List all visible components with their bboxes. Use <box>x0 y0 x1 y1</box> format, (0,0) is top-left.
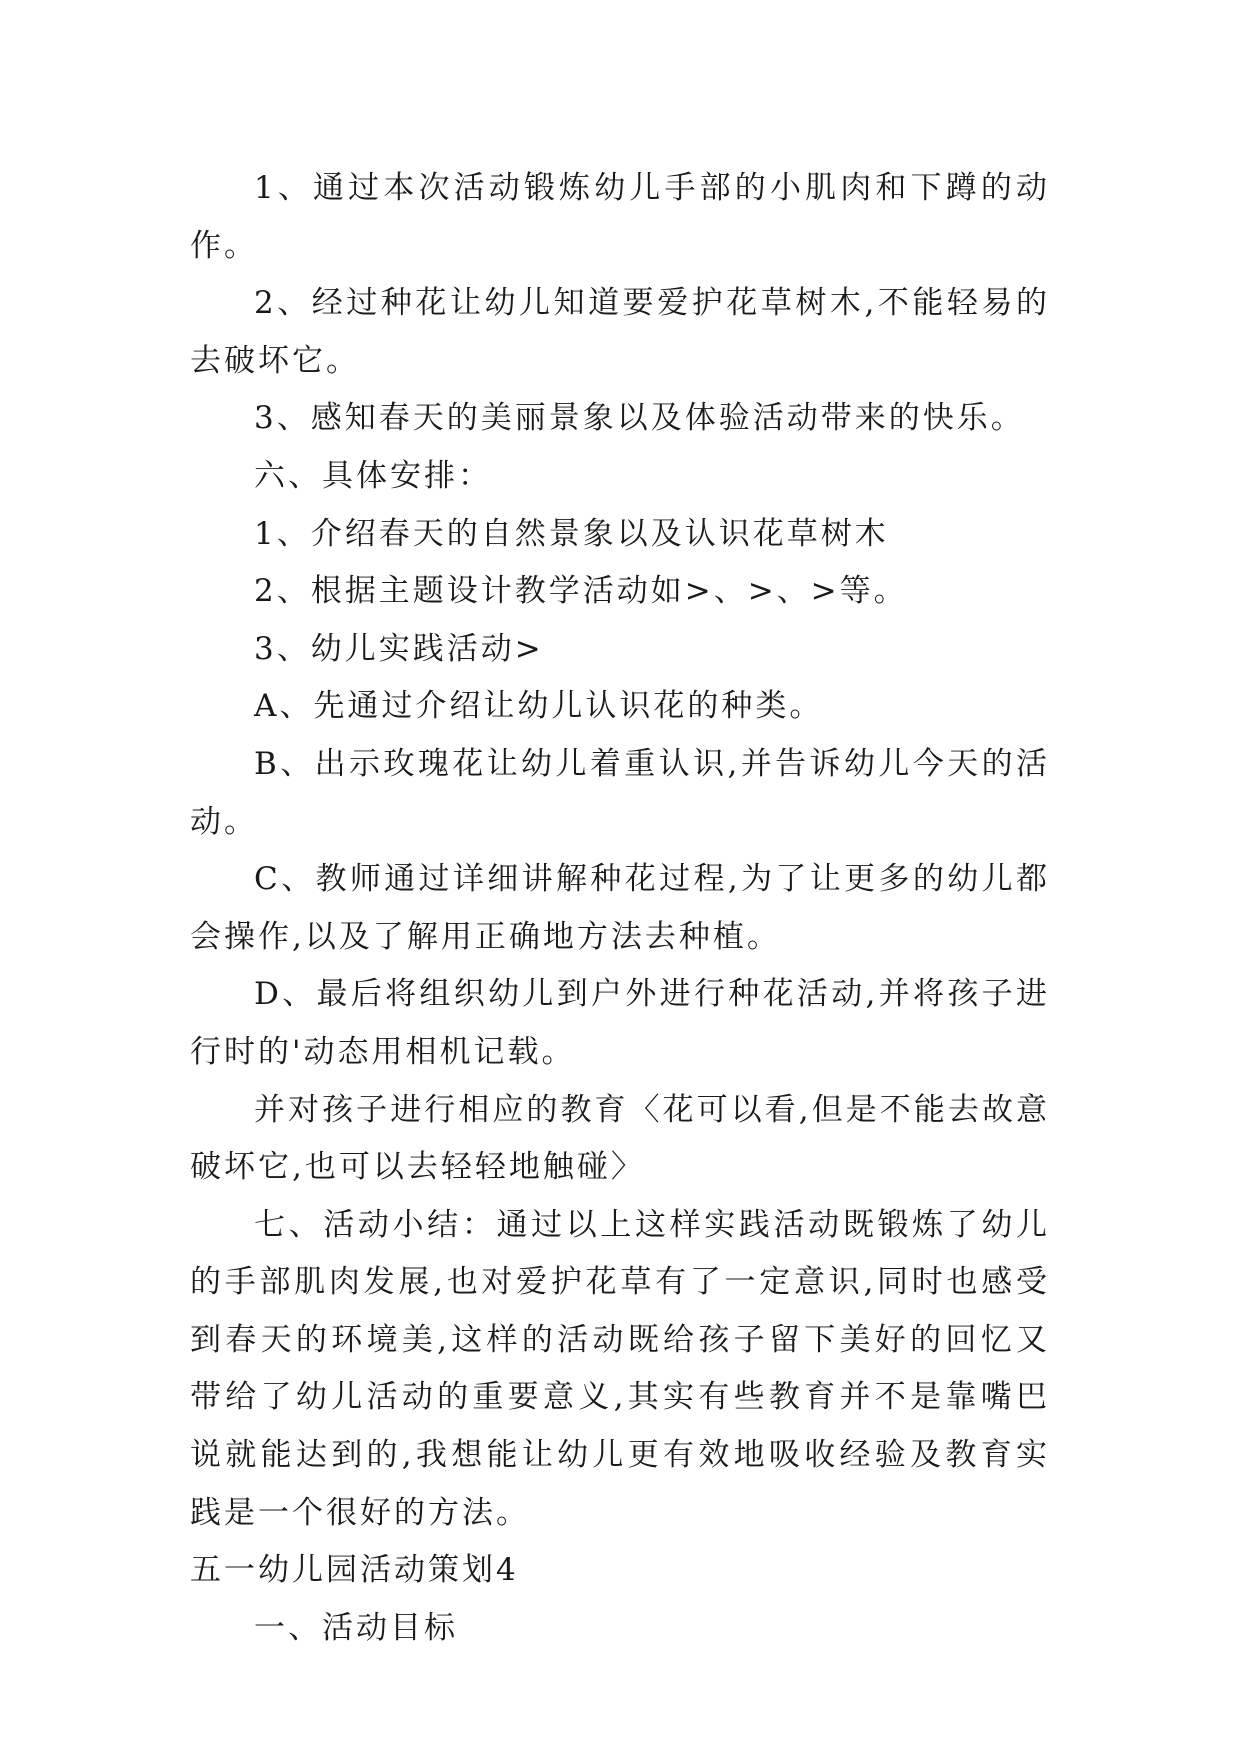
paragraph-5: 2、根据主题设计教学活动如>、>、>等。 <box>254 573 908 610</box>
document-body <box>190 160 1050 1657</box>
section-heading-schedule: 六、具体安排： <box>254 457 492 494</box>
paragraph-11: 并对孩子进行相应的教育〈花可以看,但是不能去故意破坏它,也可以去轻轻地触碰〉 <box>190 1091 1050 1186</box>
subheading-goals: 一、活动目标 <box>254 1609 458 1646</box>
section-title: 五一幼儿园活动策划4 <box>190 1552 519 1589</box>
paragraph-9: C、教师通过详细讲解种花过程,为了让更多的幼儿都会操作,以及了解用正确地方法去种植。 <box>190 861 1050 955</box>
paragraph-7: A、先通过介绍让幼儿认识花的种类。 <box>254 688 824 725</box>
paragraph-3: 3、感知春天的美丽景象以及体验活动带来的快乐。 <box>254 400 1025 437</box>
paragraph-10: D、最后将组织幼儿到户外进行种花活动,并将孩子进行时的'动态用相机记载。 <box>190 976 1050 1070</box>
paragraph-6: 3、幼儿实践活动> <box>254 630 544 667</box>
paragraph-2: 2、经过种花让幼儿知道要爱护花草树木,不能轻易的去破坏它。 <box>190 285 1050 379</box>
section-summary: 七、活动小结：通过以上这样实践活动既锻炼了幼儿的手部肌肉发展,也对爱护花草有了一定意识,同时也感受到春天的环境美,这样的活动既给孩子留下美好的回忆又带给了幼儿活动的重要意义,其实有些教育并不是靠嘴巴说就能达到的,我想能让幼儿更有效地吸收经验及教育实践是一个很好的方法。 <box>190 1206 1050 1531</box>
paragraph-1: 1、通过本次活动锻炼幼儿手部的小肌肉和下蹲的动作。 <box>190 170 1050 264</box>
paragraph-4: 1、介绍春天的自然景象以及认识花草树木 <box>254 515 889 552</box>
paragraph-8: B、出示玫瑰花让幼儿着重认识,并告诉幼儿今天的活动。 <box>190 745 1050 840</box>
